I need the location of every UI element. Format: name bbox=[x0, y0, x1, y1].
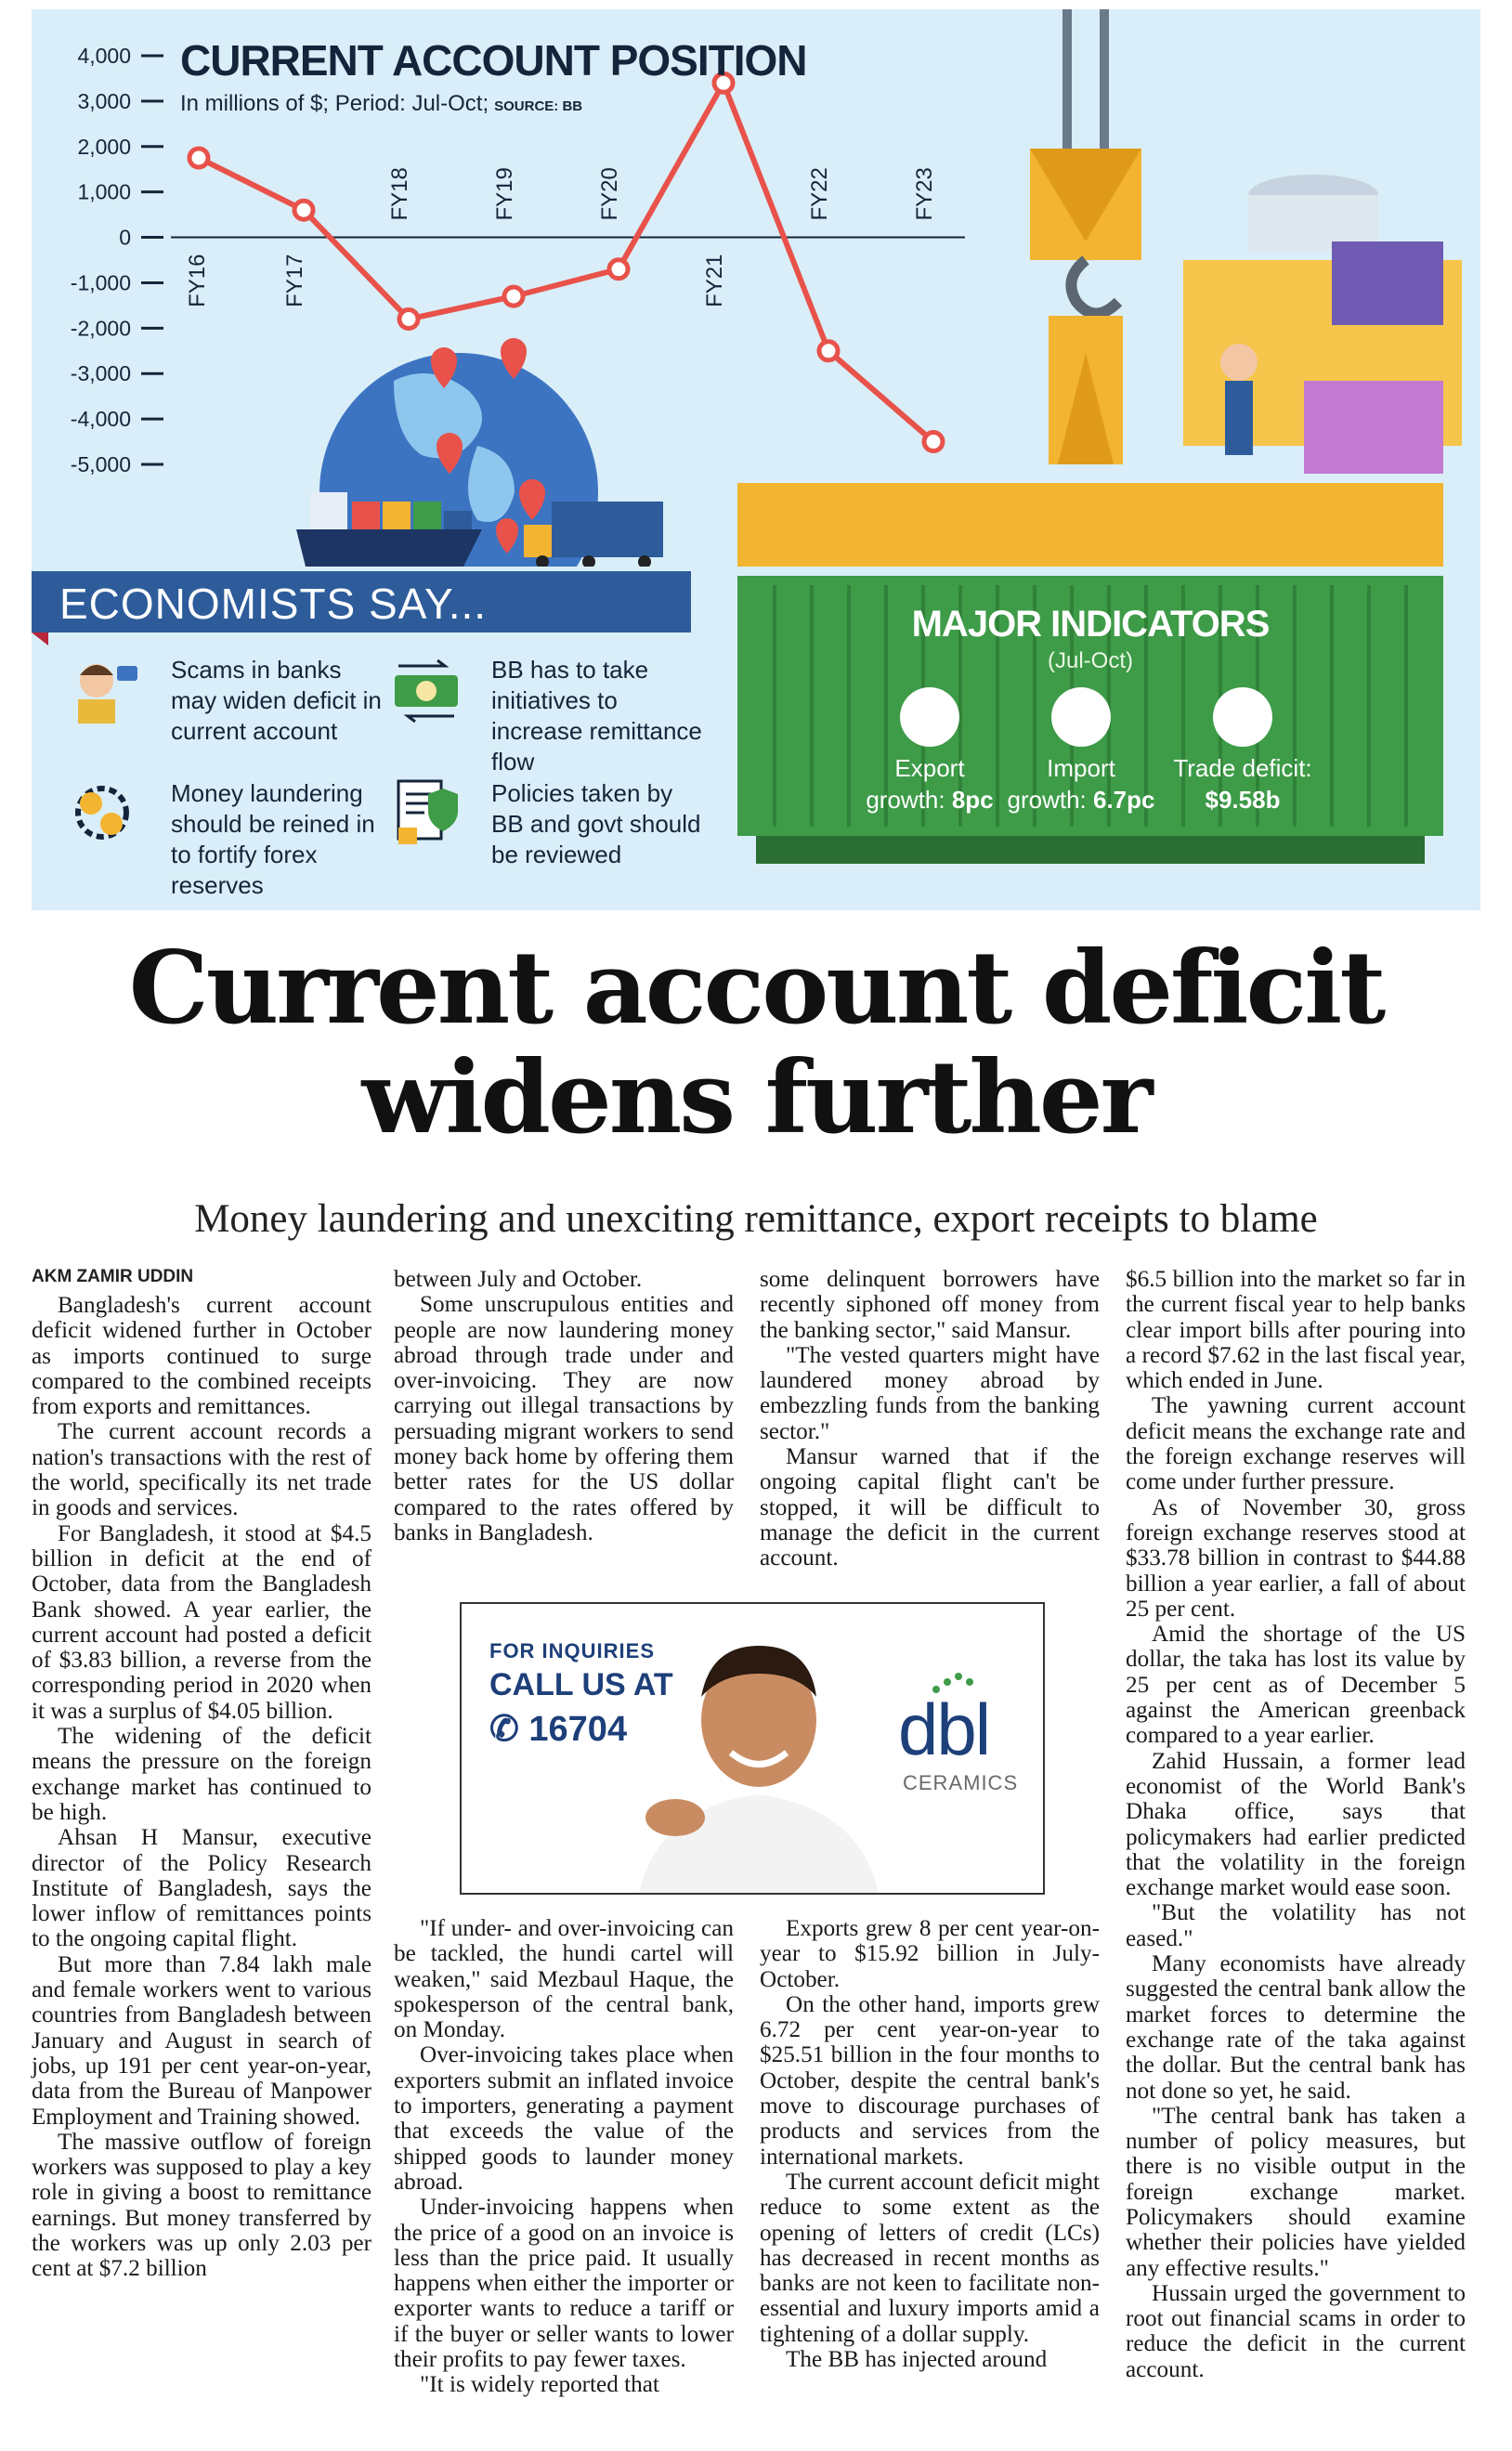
article-paragraph: Over-invoicing takes place when exporters submit an inflated invoice to importers, generating a payment that exceeds the value of the shipped goods to launder money abroad. bbox=[394, 2042, 734, 2195]
chart-title: CURRENT ACCOUNT POSITION bbox=[180, 36, 807, 85]
headline-line-2: widens further bbox=[361, 1039, 1151, 1156]
article-column-1 bbox=[32, 1293, 371, 2444]
headline-line-1: Current account deficit bbox=[128, 930, 1384, 1047]
subheadline: Money laundering and unexciting remittance, export receipts to blame bbox=[194, 1197, 1318, 1241]
article-paragraph: some delinquent borrowers have recently siphoned off money from the banking sector," said Mansur. bbox=[760, 1267, 1100, 1343]
article-paragraph: Mansur warned that if the ongoing capital flight can't be stopped, it will be difficult to manage the deficit in the current account. bbox=[760, 1444, 1100, 1571]
economists-banner bbox=[32, 571, 691, 632]
y-tick-label: 4,000 bbox=[77, 44, 131, 68]
x-category-label: FY17 bbox=[282, 254, 307, 307]
indicator-export-label: Export bbox=[894, 754, 965, 782]
y-tick-label: 0 bbox=[119, 225, 131, 250]
article-paragraph: On the other hand, imports grew 6.72 per cent year-on-year to $25.51 billion in the four months to October, despite the central bank's move to discourage purchases of products and services from the international markets. bbox=[760, 1991, 1100, 2170]
article-paragraph: Amid the shortage of the US dollar, the taka has lost its value by 25 per cent as of December 5 against the American greenback compared to a year earlier. bbox=[1126, 1622, 1466, 1749]
ad-phone-number: 16704 bbox=[528, 1710, 628, 1749]
indicator-export-label2: growth: bbox=[866, 786, 952, 814]
article-column-2-top bbox=[394, 1267, 734, 1583]
infographic bbox=[32, 9, 1480, 910]
indicator-export-value: 8pc bbox=[951, 786, 994, 814]
article-paragraph: Zahid Hussain, a former lead economist of the World Bank's Dhaka office, says that policymakers had earlier predicted that the volatility in the foreign exchange market would ease soon. bbox=[1126, 1748, 1466, 1901]
economists-title: ECONOMISTS SAY... bbox=[59, 580, 488, 628]
phone-icon: ✆ bbox=[489, 1710, 519, 1749]
article-paragraph: Under-invoicing happens when the price of a good on an invoice is less than the price paid. It usually happens when either the importer or exporter wants to reduce a tariff or if the buyer or seller wants to lower their profits to pay fewer taxes. bbox=[394, 2195, 734, 2373]
article-paragraph: For Bangladesh, it stood at $4.5 billion in deficit at the end of October, data from the Bangladesh Bank showed. A year earlier, the current account had posted a deficit of $3.83 billion, a reverse from the corresponding period in 2020 when it was a surplus of $4.05 billion. bbox=[32, 1520, 371, 1724]
advertisement[interactable] bbox=[460, 1602, 1045, 1895]
y-tick-label: 2,000 bbox=[77, 134, 131, 159]
article-paragraph: "But the volatility has not eased." bbox=[1126, 1900, 1466, 1951]
y-tick-label: 1,000 bbox=[77, 179, 131, 204]
x-category-label: FY20 bbox=[597, 167, 622, 221]
x-category-label: FY16 bbox=[185, 254, 210, 307]
ad-line-1: FOR INQUIRIES bbox=[489, 1639, 656, 1662]
article-paragraph: Hussain urged the government to root out financial scams in order to reduce the deficit in the current account. bbox=[1126, 2280, 1466, 2382]
economist-point-3: Money laundering should be reined in to fortify forex reserves bbox=[171, 779, 375, 899]
y-tick-label: -3,000 bbox=[70, 361, 131, 386]
x-category-label: FY23 bbox=[912, 167, 937, 221]
data-point bbox=[924, 433, 943, 451]
indicator-import-label2: growth: bbox=[1007, 786, 1093, 814]
chart-subtitle-text: In millions of $; Period: Jul-Oct; bbox=[180, 91, 489, 116]
container-roof bbox=[737, 483, 1443, 567]
economist-point-4: Policies taken by BB and govt should be reviewed bbox=[491, 779, 701, 868]
policy-document-icon bbox=[389, 776, 463, 850]
article-column-3-top bbox=[760, 1267, 1100, 1583]
article-paragraph: Exports grew 8 per cent year-on-year to $15.92 billion in July-October. bbox=[760, 1916, 1100, 1992]
indicator-trade-deficit-label: Trade deficit: bbox=[1173, 754, 1312, 782]
x-category-label: FY19 bbox=[492, 167, 517, 221]
data-point bbox=[189, 149, 208, 167]
y-tick-label: -2,000 bbox=[70, 316, 131, 341]
article-paragraph: But more than 7.84 lakh male and female workers went to various countries from Bangladesh between January and August in search of jobs, up 191 per cent year-on-year, data from the Bureau of Manpower Employment and Training showed. bbox=[32, 1951, 371, 2130]
y-tick-label: 3,000 bbox=[77, 88, 131, 113]
indicator-trade-deficit-value: $9.58b bbox=[1205, 786, 1281, 814]
headline bbox=[0, 930, 1512, 1156]
article-paragraph: The massive outflow of foreign workers was supposed to play a key role in giving a boost to remittance earnings. But money transferred by the workers was up only 2.03 per cent at $7.2 billion bbox=[32, 2129, 371, 2282]
money-transfer-icon bbox=[389, 653, 463, 727]
article-paragraph: Bangladesh's current account deficit widened further in October as imports continued to surge compared to the combined receipts from exports and remittances. bbox=[32, 1293, 371, 1420]
ad-brand-sub: CERAMICS bbox=[903, 1771, 1019, 1794]
ad-person-photo bbox=[619, 1632, 889, 1895]
article-paragraph: As of November 30, gross foreign exchange reserves stood at $33.78 billion in contrast to $44.88 billion a year earlier, a fall of about 25 per cent. bbox=[1126, 1494, 1466, 1622]
chart-source: SOURCE: BB bbox=[494, 98, 583, 114]
x-category-label: FY22 bbox=[807, 167, 832, 221]
indicator-import-value: 6.7pc bbox=[1093, 786, 1155, 814]
indicator-import-label: Import bbox=[1047, 754, 1115, 782]
article-paragraph: "The central bank has taken a number of policy measures, but there is no visible output in the foreign exchange market. Policymakers should examine whether their policies have yielded any effective results." bbox=[1126, 2103, 1466, 2281]
article-column-2-bottom bbox=[394, 1916, 734, 2445]
indicator-trade-deficit bbox=[1141, 752, 1345, 815]
trade-deficit-icon bbox=[1213, 687, 1272, 747]
data-point bbox=[609, 260, 628, 279]
major-indicators-container bbox=[737, 576, 1443, 864]
y-tick-label: -1,000 bbox=[70, 270, 131, 295]
byline: AKM ZAMIR UDDIN bbox=[32, 1267, 194, 1286]
y-tick-label: -5,000 bbox=[70, 452, 131, 476]
article-paragraph: "The vested quarters might have laundered money abroad by embezzling funds from the banking sector." bbox=[760, 1342, 1100, 1444]
x-category-label: FY18 bbox=[387, 167, 412, 221]
indicators-title: MAJOR INDICATORS bbox=[911, 604, 1270, 645]
article-column-3-bottom bbox=[760, 1916, 1100, 2445]
article-paragraph: Many economists have already suggested the central bank allow the market forces to determine the exchange rate of the taka against the dollar. But the central bank has not done so yet, he said. bbox=[1126, 1951, 1466, 2104]
coins-gear-icon bbox=[65, 776, 139, 850]
article-paragraph: "If under- and over-invoicing can be tackled, the hundi cartel will weaken," said Mezbaul Haque, the spokesperson of the central bank, on Monday. bbox=[394, 1916, 734, 2043]
article-paragraph: The widening of the deficit means the pressure on the foreign exchange market has continued to be high. bbox=[32, 1724, 371, 1825]
chart-subtitle bbox=[180, 91, 582, 117]
import-truck-icon bbox=[1051, 687, 1111, 747]
x-category-label: FY21 bbox=[702, 254, 727, 307]
article-paragraph: $6.5 billion into the market so far in the current fiscal year to help banks clear import bills after pouring into a record $7.62 in the last fiscal year, which ended in June. bbox=[1126, 1267, 1466, 1394]
data-point bbox=[399, 310, 418, 329]
article-paragraph: between July and October. bbox=[394, 1267, 643, 1292]
article-paragraph: The yawning current account deficit means the exchange rate and the foreign exchange reserves will come under further pressure. bbox=[1126, 1393, 1466, 1495]
article-column-4 bbox=[1126, 1267, 1466, 2444]
ad-phone bbox=[489, 1708, 627, 1750]
article-paragraph: The BB has injected around bbox=[786, 2347, 1048, 2373]
ad-line-2: CALL US AT bbox=[489, 1667, 673, 1702]
article-paragraph: Ahsan H Mansur, executive director of the Policy Research Institute of Bangladesh, says the lower inflow of remittances points to the ongoing capital flight. bbox=[32, 1825, 371, 1952]
article-paragraph: Some unscrupulous entities and people are now laundering money abroad through trade under and over-invoicing. They are now carrying out illegal transactions by persuading migrant workers to send money back home by offering them better rates for the US dollar compared to the rates offered by banks in Bangladesh. bbox=[394, 1292, 734, 1545]
economist-point-2: BB has to take initiatives to increase remittance flow bbox=[491, 656, 702, 776]
indicators-period: (Jul-Oct) bbox=[1048, 648, 1133, 673]
data-point bbox=[819, 342, 838, 360]
globe-export-icon bbox=[900, 687, 959, 747]
y-tick-label: -4,000 bbox=[70, 407, 131, 432]
article-paragraph: "It is widely reported that bbox=[420, 2372, 659, 2398]
person-chat-icon bbox=[65, 653, 139, 727]
series-line bbox=[199, 83, 933, 441]
crane-hook-illustration bbox=[1030, 9, 1141, 464]
article-paragraph: The current account records a nation's transactions with the rest of the world, specifically its net trade in goods and services. bbox=[32, 1419, 371, 1521]
ad-brand-logo: dbl bbox=[898, 1688, 990, 1770]
data-point bbox=[504, 287, 523, 306]
data-point bbox=[294, 201, 313, 219]
analytics-illustration bbox=[1183, 175, 1462, 474]
economist-point-1: Scams in banks may widen deficit in current account bbox=[171, 656, 382, 745]
article-paragraph: The current account deficit might reduce to some extent as the opening of letters of credit (LCs) has decreased in recent months as banks are not keen to facilitate non-essential and luxury imports amid a tightening of a dollar supply. bbox=[760, 2169, 1100, 2347]
